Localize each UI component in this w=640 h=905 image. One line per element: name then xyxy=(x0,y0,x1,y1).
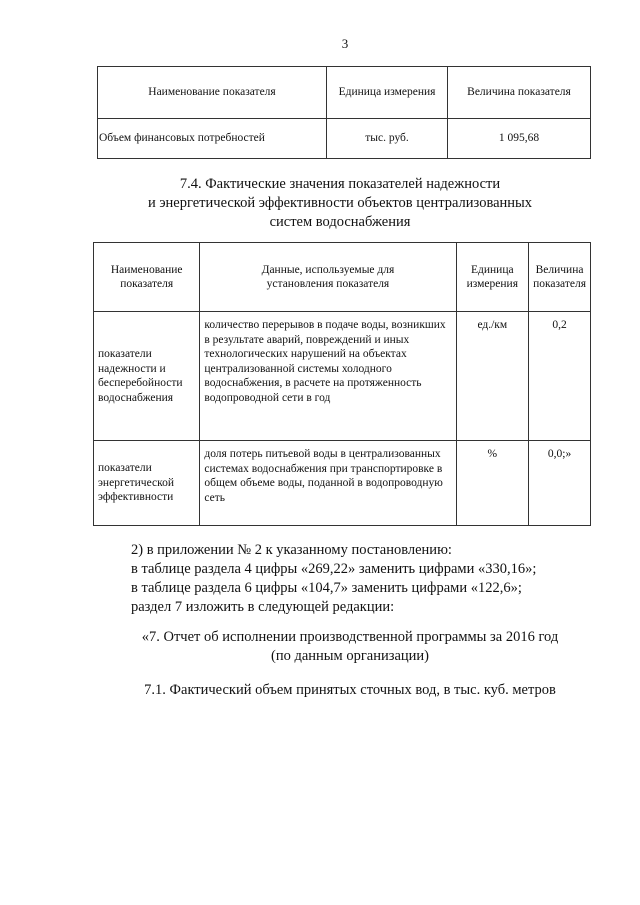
header-cell: Наименование показателя xyxy=(98,67,327,119)
header-cell: Данные, используемые для установления показателя xyxy=(200,243,456,312)
header-cell: Единица измерения xyxy=(456,243,529,312)
heading-line: «7. Отчет об исполнении производственной программы за 2016 год xyxy=(141,629,559,645)
cell: доля потерь питьевой воды в централизованных системах водоснабжения при транспортировке в общем объеме воды, поданной в водопроводную сеть xyxy=(200,441,456,526)
cell: показатели надежности и бесперебойности водоснабжения xyxy=(94,312,200,441)
text-line: 2) в приложении № 2 к указанному постановлению: xyxy=(131,542,452,558)
header-cell: Единица измерения xyxy=(327,67,448,119)
header-cell: Величина показателя xyxy=(529,243,591,312)
text-line: в таблице раздела 6 цифры «104,7» заменить цифрами «122,6»; xyxy=(131,580,522,596)
table-row xyxy=(94,441,591,526)
amendments-paragraph xyxy=(131,541,536,617)
heading-line: и энергетической эффективности объектов централизованных xyxy=(147,195,533,211)
table-header-row xyxy=(98,67,591,119)
cell: ед./км xyxy=(456,312,529,441)
table-row xyxy=(98,119,591,159)
cell: 0,2 xyxy=(529,312,591,441)
table-header-row xyxy=(94,243,591,312)
cell: показатели энергетической эффективности xyxy=(94,441,200,526)
heading-line: систем водоснабжения xyxy=(269,214,411,230)
section-7-4-heading xyxy=(90,175,590,232)
table-row xyxy=(94,312,591,441)
financial-needs-table xyxy=(97,66,591,159)
cell: Объем финансовых потребностей xyxy=(98,119,327,159)
text-line: раздел 7 изложить в следующей редакции: xyxy=(131,599,395,615)
reliability-indicators-table xyxy=(93,242,591,526)
cell: тыс. руб. xyxy=(327,119,448,159)
text-line: в таблице раздела 4 цифры «269,22» заменить цифрами «330,16»; xyxy=(131,561,537,577)
section-7-heading xyxy=(110,628,590,666)
heading-line: (по данным организации) xyxy=(270,648,429,664)
section-7-1-heading: 7.1. Фактический объем принятых сточных вод, в тыс. куб. метров xyxy=(144,682,556,698)
heading-line: 7.4. Фактические значения показателей надежности xyxy=(179,176,501,192)
page-number: 3 xyxy=(341,36,349,51)
cell: количество перерывов в подаче воды, возникших в результате аварий, повреждений и иных технологических нарушений на объектах централизованной системы холодного водоснабжения, в расчете на протяженность водопроводной сети в год xyxy=(200,312,456,441)
header-cell: Наименование показателя xyxy=(94,243,200,312)
cell: 1 095,68 xyxy=(448,119,591,159)
cell: % xyxy=(456,441,529,526)
header-cell: Величина показателя xyxy=(448,67,591,119)
cell: 0,0;» xyxy=(529,441,591,526)
